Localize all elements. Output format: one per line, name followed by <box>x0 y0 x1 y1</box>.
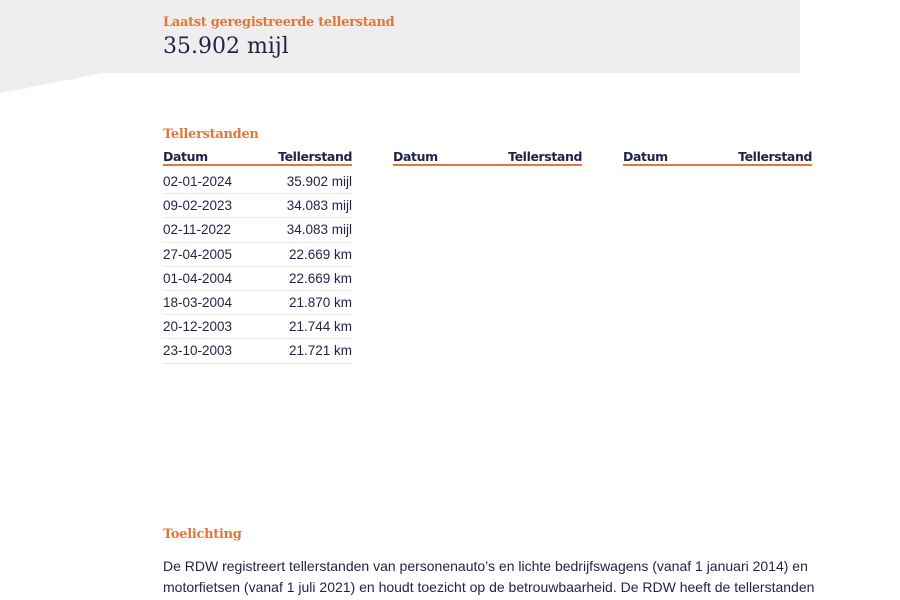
readings-title: Tellerstanden <box>163 127 259 142</box>
reading-date: 20-12-2003 <box>163 319 233 335</box>
explanation-line: motorfietsen (vanaf 1 juli 2021) en houdt toezicht op de betrouwbaarheid. De RDW heeft de tellerstanden <box>163 579 815 595</box>
reading-date: 02-11-2022 <box>163 222 232 238</box>
reading-value: 22.669 km <box>288 246 352 262</box>
last-reading-label: Laatst geregistreerde tellerstand <box>163 15 395 30</box>
reading-date: 01-04-2004 <box>163 270 233 286</box>
column-header <box>623 149 812 166</box>
readings-column-1 <box>163 149 352 364</box>
last-reading-value: 35.902 mijl <box>163 34 289 59</box>
readings-column-3 <box>623 149 812 166</box>
table-row <box>163 170 352 194</box>
table-row <box>163 291 352 315</box>
readings-column-2 <box>393 149 582 166</box>
reading-value: 34.083 mijl <box>286 198 352 214</box>
table-row <box>163 267 352 291</box>
table-row <box>163 243 352 267</box>
readings-list <box>163 170 352 364</box>
reading-value: 22.669 km <box>288 270 352 286</box>
date-header: Datum <box>623 149 668 164</box>
value-header: Tellerstand <box>278 149 352 164</box>
reading-value: 21.870 km <box>288 295 352 311</box>
reading-value: 35.902 mijl <box>286 174 352 190</box>
header-band <box>0 0 800 73</box>
table-row <box>163 339 352 363</box>
table-row <box>163 194 352 218</box>
table-row <box>163 315 352 339</box>
reading-date: 02-01-2024 <box>163 174 233 190</box>
table-row <box>163 218 352 242</box>
reading-date: 09-02-2023 <box>163 198 233 214</box>
reading-date: 27-04-2005 <box>163 246 233 262</box>
value-header: Tellerstand <box>738 149 812 164</box>
header-notch <box>0 73 103 93</box>
value-header: Tellerstand <box>508 149 582 164</box>
date-header: Datum <box>393 149 438 164</box>
explanation-text <box>163 556 823 598</box>
reading-value: 21.721 km <box>288 343 352 359</box>
date-header: Datum <box>163 149 208 164</box>
column-header <box>393 149 582 166</box>
reading-value: 21.744 km <box>288 319 352 335</box>
reading-value: 34.083 mijl <box>286 222 352 238</box>
reading-date: 23-10-2003 <box>163 343 233 359</box>
explanation-line: De RDW registreert tellerstanden van personenauto’s en lichte bedrijfswagens (vanaf 1 januari 2014) en <box>163 558 808 574</box>
explanation-title: Toelichting <box>163 527 242 542</box>
reading-date: 18-03-2004 <box>163 295 233 311</box>
column-header <box>163 149 352 166</box>
